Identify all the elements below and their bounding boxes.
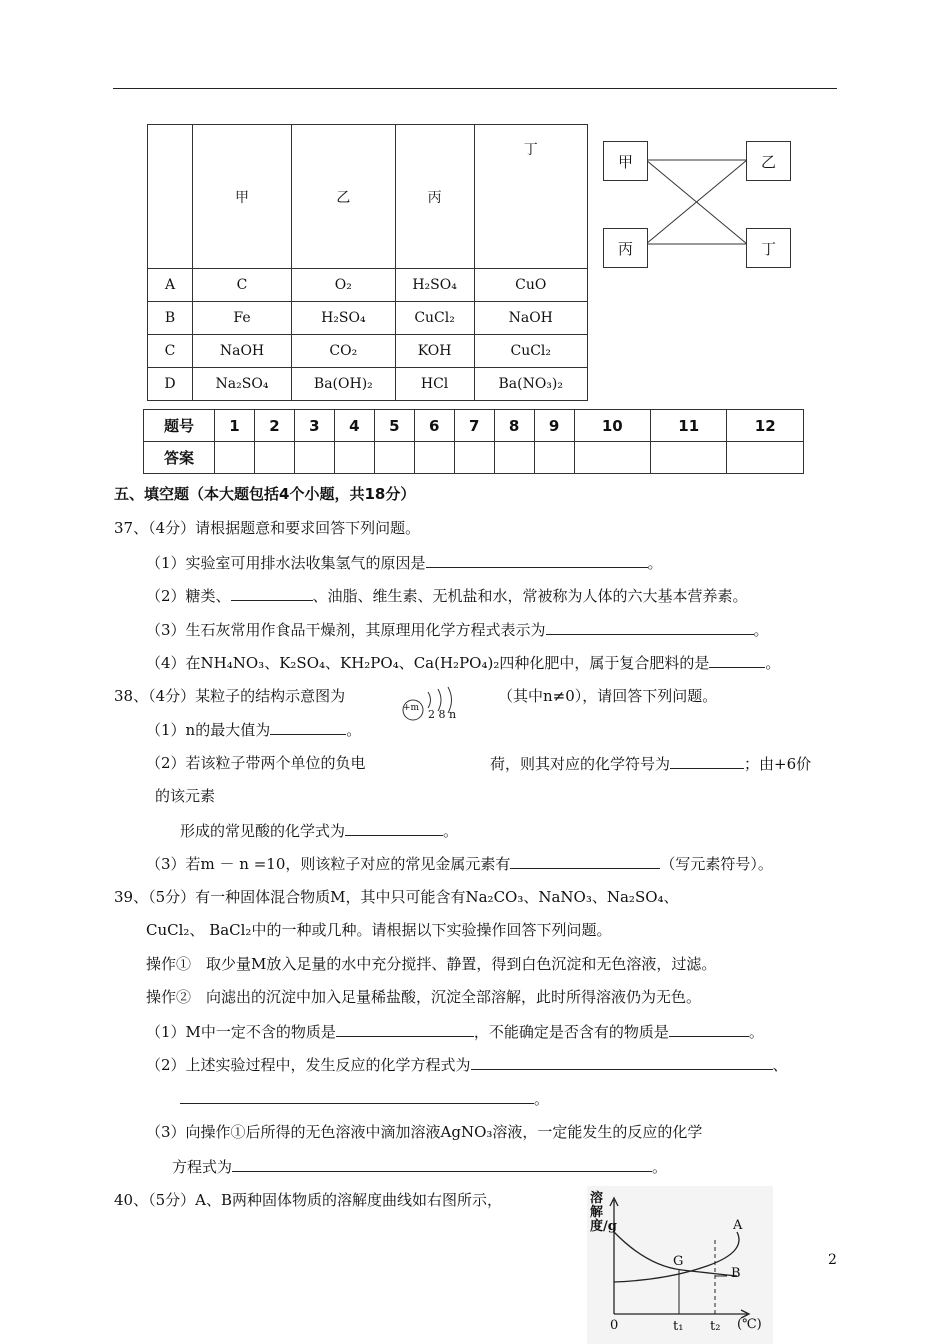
question-number: 11 [651, 410, 727, 442]
answer-blank[interactable] [510, 853, 660, 869]
answer-blank[interactable] [709, 652, 765, 668]
answer-blank[interactable] [232, 1156, 652, 1172]
q38-part1: （1）n的最大值为 。 [146, 721, 362, 739]
question-number: 8 [494, 410, 534, 442]
q38-part2a: （2）若该粒子带两个单位的负电 [146, 754, 366, 772]
header-rule [113, 88, 837, 89]
q39-part3-cont: 方程式为 。 [172, 1158, 668, 1176]
corner-cell [148, 125, 193, 269]
section-title: 五、填空题（本大题包括4个小题，共18分） [114, 485, 416, 503]
row-label: B [148, 302, 193, 335]
answer-blank[interactable] [270, 719, 346, 735]
question-number: 9 [534, 410, 574, 442]
table-cell: CuCl₂ [474, 335, 588, 368]
answer-cell[interactable] [414, 442, 454, 474]
answer-blank[interactable] [546, 619, 754, 635]
atom-structure-diagram [400, 684, 466, 726]
reagent-table [147, 124, 588, 401]
answer-cell[interactable] [651, 442, 727, 474]
table-cell: HCl [395, 368, 474, 401]
nucleus-label: +m [403, 703, 420, 713]
answer-cell[interactable] [374, 442, 414, 474]
table-cell: NaOH [474, 302, 588, 335]
answer-blank[interactable] [426, 552, 648, 568]
row-label: A [148, 269, 193, 302]
node-ding: 丁 [746, 228, 791, 268]
col-header-ding: 丁 [474, 125, 588, 269]
answer-blank[interactable] [180, 1088, 534, 1104]
q38-stem-a: 38、（4分）某粒子的结构示意图为 [114, 687, 346, 705]
table-cell: CO₂ [292, 335, 396, 368]
q37-part4: （4）在NH₄NO₃、K₂SO₄、KH₂PO₄、Ca(H₂PO₄)₂四种化肥中，属于复合肥料的是 。 [146, 654, 781, 672]
q39-op2: 操作② 向滤出的沉淀中加入足量稀盐酸，沉淀全部溶解，此时所得溶液仍为无色。 [146, 988, 702, 1006]
q39-stem2: CuCl₂、 BaCl₂中的一种或几种。请根据以下实验操作回答下列问题。 [146, 921, 612, 939]
q38-part3: （3）若m － n =10，则该粒子对应的常见金属元素有 （写元素符号）。 [146, 855, 773, 873]
question-number: 2 [254, 410, 294, 442]
solubility-graph [587, 1186, 773, 1344]
q39-part2: （2）上述实验过程中，发生反应的化学方程式为 、 [146, 1056, 788, 1074]
shell-labels: 2 8 n [428, 708, 457, 721]
curve-b-label: B [731, 1266, 741, 1281]
q38-part2d: 的该元素 [155, 787, 216, 805]
answer-blank[interactable] [471, 1054, 773, 1070]
question-number: 3 [294, 410, 334, 442]
answer-blank[interactable] [669, 1021, 749, 1037]
label-number: 题号 [144, 410, 215, 442]
q37-stem: 37、（4分）请根据题意和要求回答下列问题。 [114, 519, 421, 537]
table-row [148, 335, 588, 368]
label-answer: 答案 [144, 442, 215, 474]
node-bing: 丙 [603, 228, 648, 268]
q38-stem-b: （其中n≠0），请回答下列问题。 [498, 687, 718, 705]
answer-cell[interactable] [454, 442, 494, 474]
answer-cell[interactable] [294, 442, 334, 474]
page-number: 2 [828, 1252, 837, 1268]
t1-label: t₁ [673, 1319, 684, 1334]
question-number: 5 [374, 410, 414, 442]
answer-cell[interactable] [494, 442, 534, 474]
y-axis-label: 溶解度/g [590, 1191, 617, 1234]
table-cell: H₂SO₄ [292, 302, 396, 335]
question-number: 1 [215, 410, 255, 442]
q37-part3: （3）生石灰常用作食品干燥剂，其原理用化学方程式表示为 。 [146, 621, 769, 639]
col-header-yi: 乙 [292, 125, 396, 269]
q39-stem: 39、（5分）有一种固体混合物质M，其中只可能含有Na₂CO₃、NaNO₃、Na₂SO₄、 [114, 888, 679, 906]
row-label: D [148, 368, 193, 401]
table-cell: KOH [395, 335, 474, 368]
question-number: 6 [414, 410, 454, 442]
table-cell: CuCl₂ [395, 302, 474, 335]
table-cell: Na₂SO₄ [193, 368, 292, 401]
answer-cell[interactable] [574, 442, 650, 474]
question-number: 12 [727, 410, 804, 442]
table-cell: C [193, 269, 292, 302]
q37-part1: （1）实验室可用排水法收集氢气的原因是 。 [146, 554, 663, 572]
answer-blank[interactable] [336, 1021, 474, 1037]
table-cell: H₂SO₄ [395, 269, 474, 302]
node-yi: 乙 [746, 141, 791, 181]
q39-part2-cont: 。 [180, 1088, 549, 1109]
x-axis-unit: (℃) [737, 1317, 762, 1332]
q38-part2e: 形成的常见酸的化学式为 。 [180, 822, 459, 840]
answer-blank[interactable] [670, 753, 744, 769]
table-row [148, 368, 588, 401]
answer-cell[interactable] [334, 442, 374, 474]
table-cell: Ba(NO₃)₂ [474, 368, 588, 401]
answer-table [143, 409, 804, 474]
t2-label: t₂ [710, 1319, 721, 1334]
answer-cell[interactable] [215, 442, 255, 474]
table-cell: O₂ [292, 269, 396, 302]
q39-op1: 操作① 取少量M放入足量的水中充分搅拌、静置，得到白色沉淀和无色溶液，过滤。 [146, 955, 717, 973]
answer-cell[interactable] [534, 442, 574, 474]
q40-stem: 40、（5分）A、B两种固体物质的溶解度曲线如右图所示， [114, 1191, 502, 1209]
table-row [148, 269, 588, 302]
table-cell: CuO [474, 269, 588, 302]
question-number: 10 [574, 410, 650, 442]
row-label: C [148, 335, 193, 368]
col-header-jia: 甲 [193, 125, 292, 269]
question-number: 4 [334, 410, 374, 442]
q39-part1: （1）M中一定不含的物质是 ，不能确定是否含有的物质是 。 [146, 1023, 764, 1041]
table-cell: Fe [193, 302, 292, 335]
answer-blank[interactable] [231, 585, 313, 601]
q39-part3: （3）向操作①后所得的无色溶液中滴加溶液AgNO₃溶液，一定能发生的反应的化学 [146, 1123, 703, 1141]
table-row [148, 302, 588, 335]
answer-cell[interactable] [254, 442, 294, 474]
table-cell: NaOH [193, 335, 292, 368]
point-g-label: G [673, 1254, 684, 1269]
curve-a-label: A [733, 1218, 743, 1233]
q38-part2b: 荷，则其对应的化学符号为 ；由+6价 [490, 755, 812, 773]
answer-blank[interactable] [345, 820, 443, 836]
q37-part2: （2）糖类、 、油脂、维生素、无机盐和水，常被称为人体的六大基本营养素。 [146, 587, 748, 605]
question-number: 7 [454, 410, 494, 442]
node-jia: 甲 [603, 141, 648, 181]
col-header-bing: 丙 [395, 125, 474, 269]
table-cell: Ba(OH)₂ [292, 368, 396, 401]
origin-label: 0 [610, 1318, 619, 1333]
answer-cell[interactable] [727, 442, 804, 474]
